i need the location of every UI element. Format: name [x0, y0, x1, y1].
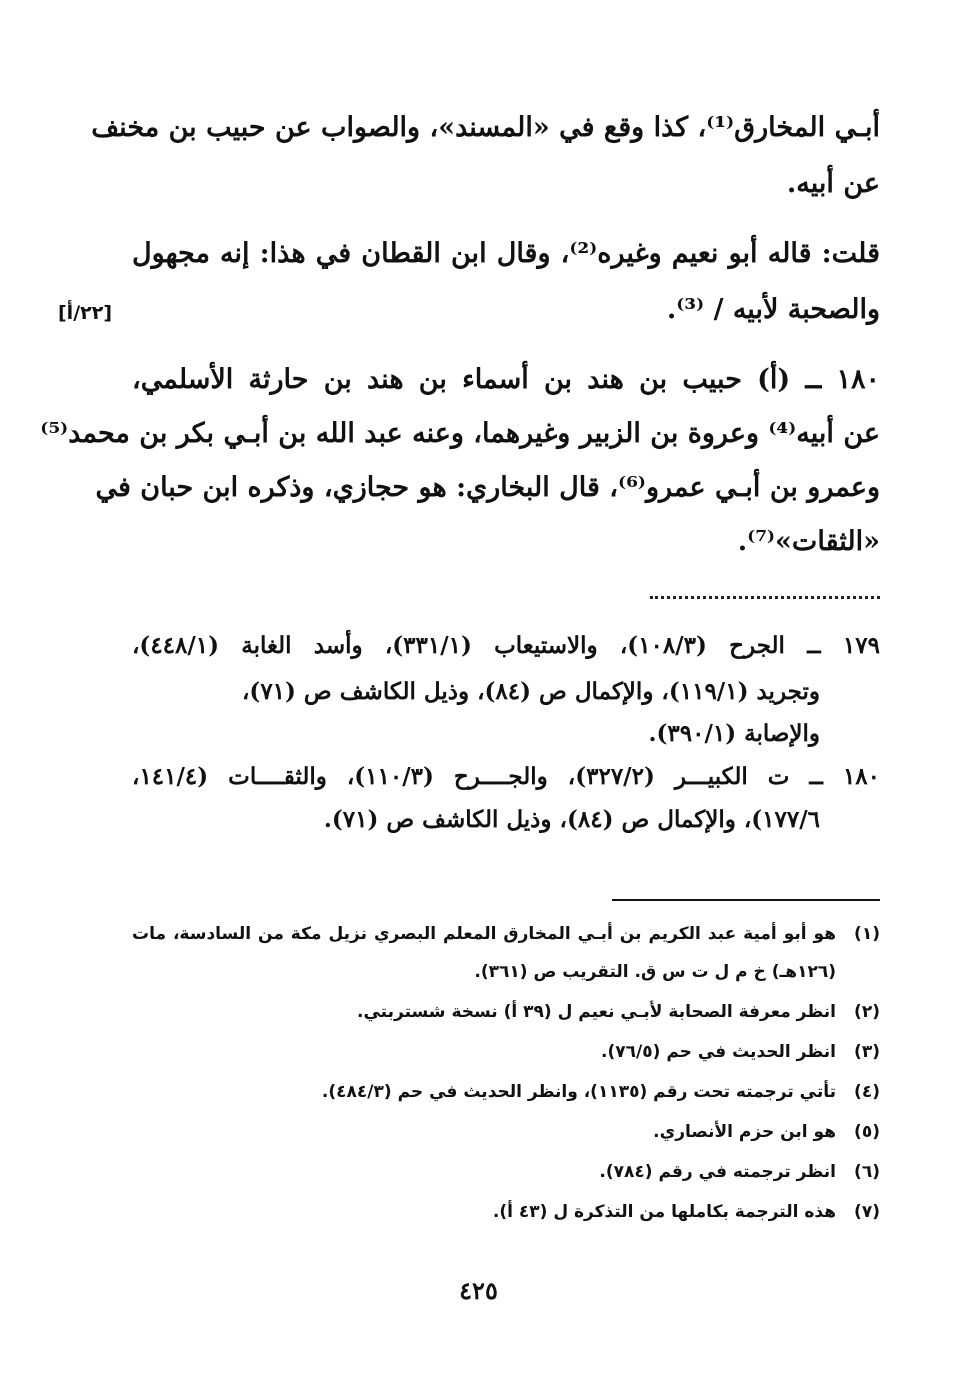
footnote-number: (٢) [854, 1002, 880, 1022]
main-line: عن أبيه. [786, 168, 880, 199]
source-line: ١٨٠ ــ ت الكبيـــر (٣٢٧/٢)، والجــــرح (١١٠/٣)، والثقــــات (١٤١/٤، [132, 763, 880, 790]
main-line: أبـي المخارق⁽¹⁾، كذا وقع في «المسند»، والصواب عن حبيب بن مخنف [91, 112, 880, 143]
main-line: قلت: قاله أبو نعيم وغيره⁽²⁾، وقال ابن القطان في هذا: إنه مجهول [132, 238, 881, 269]
source-line: وتجريد (١١٩/١)، والإكمال ص (٨٤)، وذيل الكاشف ص (٧١)، [242, 678, 820, 705]
page-number: ٤٢٥ [459, 1276, 498, 1305]
footnote-number: (٣) [854, 1042, 880, 1062]
main-line: والصحبة لأبيه / ⁽³⁾. [666, 294, 880, 325]
footnote-number: (٥) [854, 1122, 880, 1142]
footnote-text: (١٢٦هـ) خ م ل ت س ق. التقريب ص (٣٦١). [474, 962, 836, 982]
footnote-number: (٤) [854, 1082, 880, 1102]
footnote-text: هو ابن حزم الأنصاري. [653, 1122, 836, 1142]
footnote-number: (٧) [854, 1202, 880, 1222]
source-line: ١٧٩ ــ الجرح (١٠٨/٣)، والاستيعاب (٣٣١/١)، وأسد الغابة (٤٤٨/١)، [132, 632, 880, 659]
footnote-text: انظر ترجمته في رقم (٧٨٤). [599, 1162, 836, 1182]
footnote-number: (١) [854, 924, 880, 944]
main-line: عن أبيه⁽⁴⁾ وعروة بن الزبير وغيرهما، وعنه عبد الله بن أبـي بكر بن محمد⁽⁵⁾ [40, 418, 880, 449]
footnote-text: هذه الترجمة بكاملها من التذكرة ل (٤٣ أ). [492, 1202, 836, 1222]
entry-heading-line: ١٨٠ ــ (أ) حبيب بن هند بن أسماء بن هند بن حارثة الأسلمي، [132, 364, 880, 395]
main-line: وعمرو بن أبـي عمرو⁽⁶⁾، قال البخاري: هو حجازي، وذكره ابن حبان في [95, 472, 880, 503]
source-line: ١٧٧/٦)، والإكمال ص (٨٤)، وذيل الكاشف ص (٧١). [323, 806, 820, 833]
manuscript-folio-ref: [٢٢/أ] [58, 302, 113, 324]
footnote-number: (٦) [854, 1162, 880, 1182]
footnote-text: انظر الحديث في حم (٧٦/٥). [601, 1042, 836, 1062]
footnote-text: انظر معرفة الصحابة لأبـي نعيم ل (٣٩ أ) نسخة شستربتي. [357, 1002, 836, 1022]
footnote-text: هو أبو أمية عبد الكريم بن أبـي المخارق المعلم البصري نزيل مكة من السادسة، مات [132, 924, 836, 944]
main-line: «الثقات»⁽⁷⁾. [737, 526, 880, 557]
source-line: والإصابة (٣٩٠/١). [648, 720, 820, 747]
footnote-text: تأتي ترجمته تحت رقم (١١٣٥)، وانظر الحديث في حم (٤٨٤/٣). [321, 1082, 836, 1102]
